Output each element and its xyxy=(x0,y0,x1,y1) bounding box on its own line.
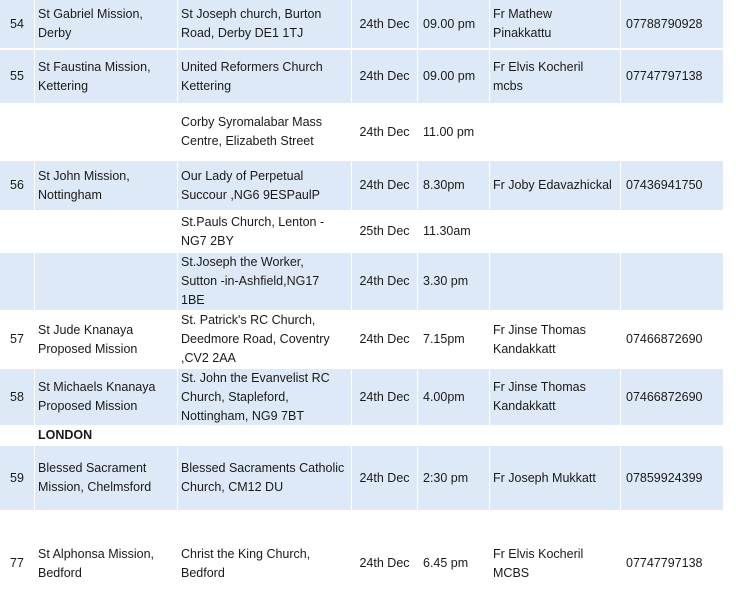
date-cell xyxy=(352,253,418,310)
priest-cell xyxy=(490,369,621,425)
venue-line: Centre, Elizabeth Street xyxy=(181,134,314,148)
mission-name-line: Proposed Mission xyxy=(38,399,138,413)
venue-line: Deedmore Road, Coventry xyxy=(181,332,330,346)
priest-cell xyxy=(490,0,621,48)
row-number-cell xyxy=(0,312,35,367)
priest-cell xyxy=(490,427,621,444)
mission-name-line: Mission, Chelmsford xyxy=(38,480,152,494)
priest-line: Fr Joseph Mukkatt xyxy=(493,470,596,485)
venue-line: Kettering xyxy=(181,78,232,93)
mission-name-cell xyxy=(35,539,178,588)
row-number: 55 xyxy=(10,69,24,83)
row-number-cell xyxy=(0,446,35,510)
table-row xyxy=(0,105,724,159)
priest-line: Fr Jinse Thomas xyxy=(493,380,586,394)
mission-name-line: St Jude Knanaya xyxy=(38,322,134,337)
priest-line: Fr Elvis Kocheril xyxy=(493,59,584,74)
venue-line: Nottingham, NG9 7BT xyxy=(181,408,304,423)
time: 11.30am xyxy=(423,224,471,238)
venue-line: St.Joseph the Worker, xyxy=(181,255,304,269)
priest-line: Kandakkatt xyxy=(493,399,556,413)
mission-name-line: LONDON xyxy=(38,428,93,442)
venue-line: Corby Syromalabar Mass xyxy=(181,115,323,129)
phone: 07747797138 xyxy=(626,69,703,83)
venue-line: Church, Stapleford, xyxy=(181,389,289,404)
date-cell xyxy=(352,446,418,510)
row-number: 59 xyxy=(10,470,24,485)
date: 24th Dec xyxy=(359,178,410,192)
date: 24th Dec xyxy=(359,332,410,346)
venue-cell xyxy=(178,369,352,425)
phone: 07466872690 xyxy=(626,389,703,404)
phone-cell xyxy=(621,446,724,510)
venue-line: 1BE xyxy=(181,293,205,307)
blank-spacer xyxy=(0,512,724,537)
mission-name-line: St Gabriel Mission, xyxy=(38,7,143,21)
date-cell xyxy=(352,0,418,48)
venue-cell xyxy=(178,105,352,159)
venue-line: Bedford xyxy=(181,565,225,580)
date-cell xyxy=(352,312,418,367)
venue-cell xyxy=(178,0,352,48)
mission-name-cell xyxy=(35,427,178,444)
priest-cell xyxy=(490,253,621,310)
time-cell xyxy=(418,0,490,48)
date-cell xyxy=(352,50,418,103)
table-row xyxy=(0,539,724,588)
date-cell xyxy=(352,539,418,588)
mission-name-line: St Michaels Knanaya xyxy=(38,380,156,394)
priest-cell xyxy=(490,446,621,510)
priest-line: MCBS xyxy=(493,565,530,580)
table-row xyxy=(0,212,724,251)
phone: 07859924399 xyxy=(626,470,703,485)
venue-cell xyxy=(178,312,352,367)
mission-name-line: St Faustina Mission, xyxy=(38,59,151,74)
date: 24th Dec xyxy=(359,274,410,288)
date-cell xyxy=(352,369,418,425)
venue-line: St Joseph church, Burton xyxy=(181,7,322,21)
mission-name-line: St Alphonsa Mission, xyxy=(38,546,155,561)
time: 09.00 pm xyxy=(423,69,476,83)
venue-line: Christ the King Church, xyxy=(181,546,311,561)
time-cell xyxy=(418,161,490,210)
date: 24th Dec xyxy=(359,124,410,139)
priest-line: Pinakkattu xyxy=(493,26,552,40)
row-number: 56 xyxy=(10,178,24,192)
table-row xyxy=(0,427,724,444)
table-row xyxy=(0,0,724,48)
mission-name-line: St John Mission, xyxy=(38,168,130,183)
priest-cell xyxy=(490,105,621,159)
date: 24th Dec xyxy=(359,16,410,31)
time-cell xyxy=(418,253,490,310)
mission-name-cell xyxy=(35,212,178,251)
venue-line: ,CV2 2AA xyxy=(181,351,236,365)
venue-line: Church, CM12 DU xyxy=(181,480,284,494)
priest-cell xyxy=(490,212,621,251)
phone: 07747797138 xyxy=(626,556,703,570)
time: 11.00 pm xyxy=(423,124,475,139)
priest-line: Fr Elvis Kocheril xyxy=(493,546,584,561)
phone-cell xyxy=(621,0,724,48)
priest-line: Kandakkatt xyxy=(493,341,556,356)
date: 25th Dec xyxy=(359,224,410,238)
mission-name-line: Blessed Sacrament xyxy=(38,461,147,475)
mission-name-line: Kettering xyxy=(38,78,89,93)
mission-name-cell xyxy=(35,0,178,48)
table-row xyxy=(0,312,724,367)
row-number-cell xyxy=(0,427,35,444)
priest-cell xyxy=(490,539,621,588)
row-number: 57 xyxy=(10,332,24,346)
phone-cell xyxy=(621,105,724,159)
venue-cell xyxy=(178,253,352,310)
priest-cell xyxy=(490,312,621,367)
time: 6.45 pm xyxy=(423,556,469,570)
table-row xyxy=(0,253,724,310)
time-cell xyxy=(418,369,490,425)
venue-cell xyxy=(178,161,352,210)
venue-line: St. John the Evanvelist RC xyxy=(181,370,330,385)
time: 09.00 pm xyxy=(423,16,476,31)
mission-name-cell xyxy=(35,369,178,425)
venue-line: Succour ,NG6 9ESPaulP xyxy=(181,187,320,202)
time: 8.30pm xyxy=(423,178,465,192)
phone-cell xyxy=(621,161,724,210)
row-number-cell xyxy=(0,212,35,251)
time: 7.15pm xyxy=(423,332,465,346)
priest-line: Fr Mathew xyxy=(493,7,553,21)
venue-cell xyxy=(178,539,352,588)
date-cell xyxy=(352,105,418,159)
venue-line: NG7 2BY xyxy=(181,233,234,248)
row-number-cell xyxy=(0,253,35,310)
mission-name-cell xyxy=(35,446,178,510)
mission-name-cell xyxy=(35,312,178,367)
phone-cell xyxy=(621,539,724,588)
phone: 07788790928 xyxy=(626,16,703,31)
date-cell xyxy=(352,427,418,444)
venue-line: Road, Derby DE1 1TJ xyxy=(181,26,304,40)
venue-line: St. Patrick's RC Church, xyxy=(181,313,316,327)
phone-cell xyxy=(621,369,724,425)
table-row xyxy=(0,369,724,425)
priest-cell xyxy=(490,50,621,103)
venue-line: Sutton -in-Ashfield,NG17 xyxy=(181,274,320,288)
venue-line: Blessed Sacraments Catholic xyxy=(181,461,345,475)
table-row xyxy=(0,50,724,103)
time-cell xyxy=(418,446,490,510)
mission-name-cell xyxy=(35,105,178,159)
time-cell xyxy=(418,427,490,444)
mission-name-line: Nottingham xyxy=(38,187,102,202)
mission-name-cell xyxy=(35,253,178,310)
row-number-cell xyxy=(0,539,35,588)
date: 24th Dec xyxy=(359,69,410,83)
time-cell xyxy=(418,539,490,588)
time: 3.30 pm xyxy=(423,274,469,288)
time-cell xyxy=(418,312,490,367)
phone-cell xyxy=(621,253,724,310)
phone-cell xyxy=(621,427,724,444)
venue-cell xyxy=(178,427,352,444)
priest-line: mcbs xyxy=(493,78,523,93)
mission-name-cell xyxy=(35,50,178,103)
phone: 07466872690 xyxy=(626,332,703,346)
date-cell xyxy=(352,161,418,210)
row-number-cell xyxy=(0,50,35,103)
row-number-cell xyxy=(0,161,35,210)
row-number: 54 xyxy=(10,16,24,31)
venue-line: United Reformers Church xyxy=(181,59,323,74)
priest-line: Fr Joby Edavazhickal xyxy=(493,178,612,192)
row-number: 58 xyxy=(10,389,24,404)
venue-line: Our Lady of Perpetual xyxy=(181,168,304,183)
priest-line: Fr Jinse Thomas xyxy=(493,322,586,337)
table-row xyxy=(0,161,724,210)
venue-line: St.Pauls Church, Lenton - xyxy=(181,214,325,229)
date: 24th Dec xyxy=(359,470,410,485)
date-cell xyxy=(352,212,418,251)
time-cell xyxy=(418,212,490,251)
venue-cell xyxy=(178,50,352,103)
time: 4.00pm xyxy=(423,389,465,404)
phone-cell xyxy=(621,312,724,367)
table-row xyxy=(0,446,724,510)
priest-cell xyxy=(490,161,621,210)
time-cell xyxy=(418,105,490,159)
time-cell xyxy=(418,50,490,103)
date: 24th Dec xyxy=(359,556,410,570)
mission-name-line: Derby xyxy=(38,26,72,40)
mission-name-line: Bedford xyxy=(38,565,82,580)
row-number-cell xyxy=(0,369,35,425)
venue-cell xyxy=(178,212,352,251)
row-number-cell xyxy=(0,105,35,159)
date: 24th Dec xyxy=(359,389,410,404)
mission-name-line: Proposed Mission xyxy=(38,341,138,356)
mission-name-cell xyxy=(35,161,178,210)
row-number: 77 xyxy=(10,556,24,570)
venue-cell xyxy=(178,446,352,510)
time: 2:30 pm xyxy=(423,470,469,485)
phone: 07436941750 xyxy=(626,178,703,192)
row-number-cell xyxy=(0,0,35,48)
phone-cell xyxy=(621,50,724,103)
phone-cell xyxy=(621,212,724,251)
